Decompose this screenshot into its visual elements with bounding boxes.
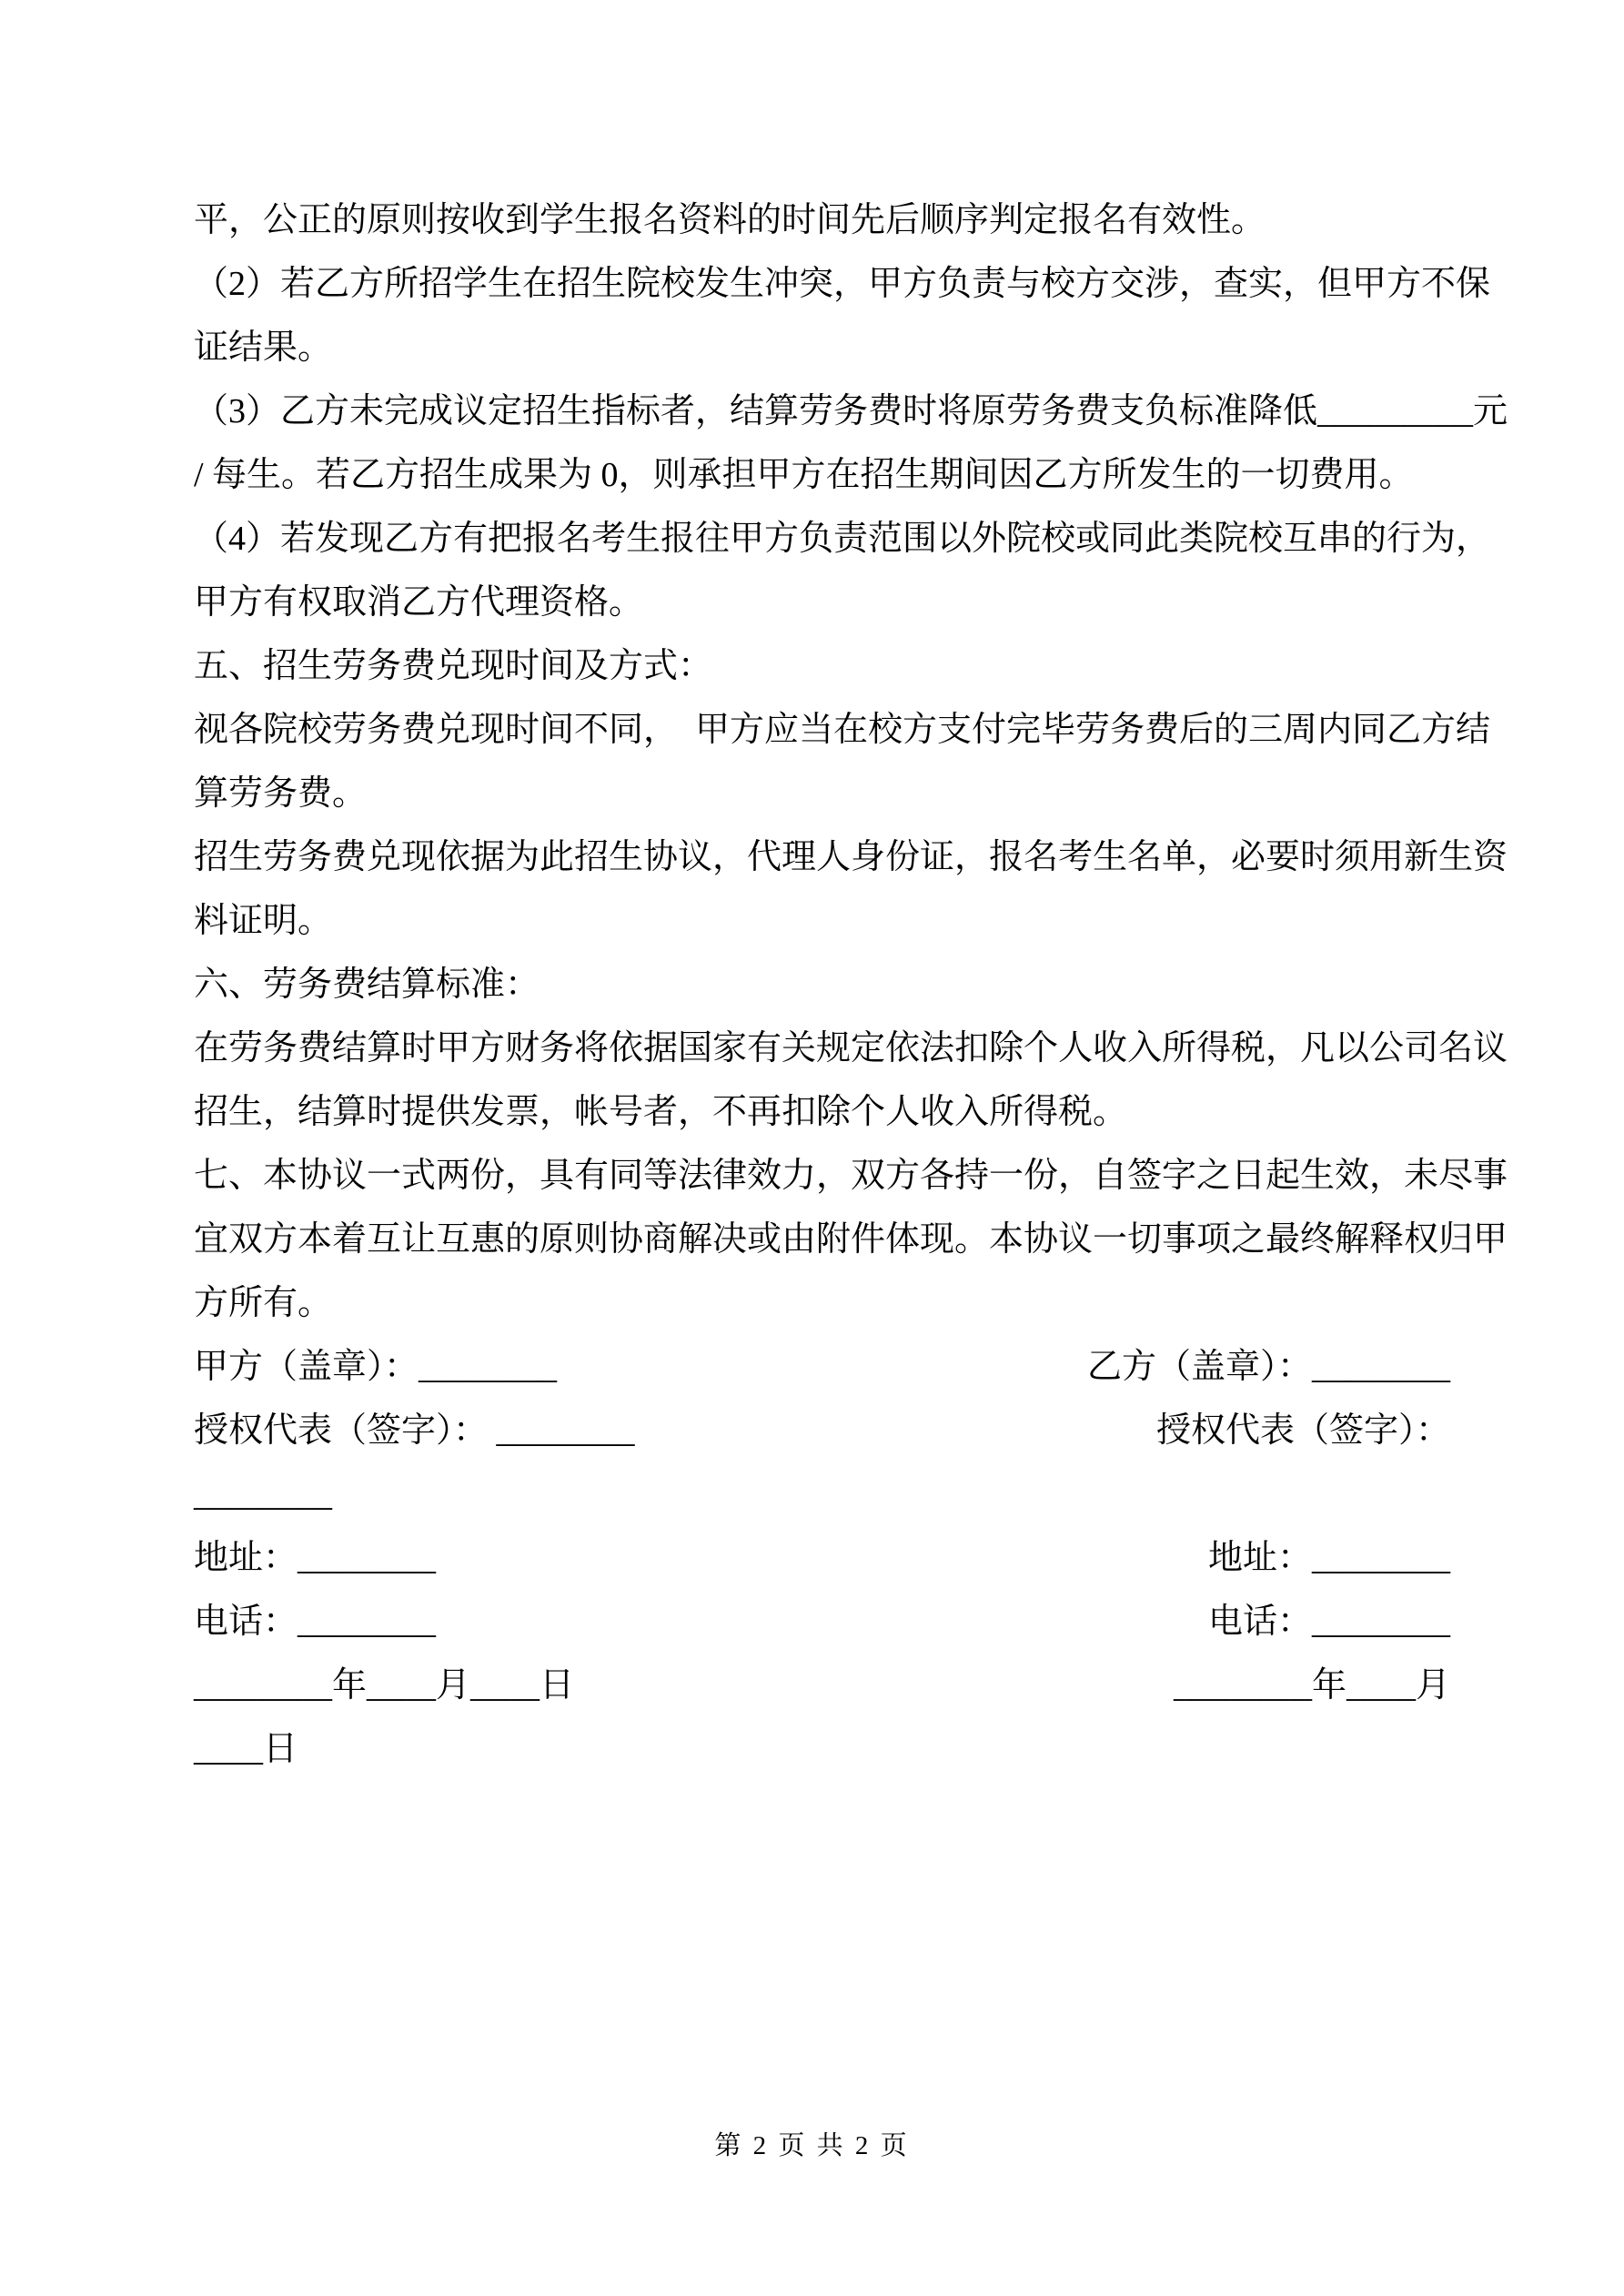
- two-column-row: [194, 1654, 1463, 1717]
- text-line: 证结果。: [194, 329, 333, 367]
- two-column-row: [194, 1335, 1463, 1399]
- left-column-text: 电话：________: [194, 1603, 437, 1641]
- left-column-text: 授权代表（签字）： ________: [194, 1411, 635, 1450]
- left-column-text: ________年____月____日: [194, 1666, 575, 1704]
- text-line: 料证明。: [194, 902, 333, 940]
- two-column-row: [194, 1526, 1463, 1590]
- text-line: 算劳务费。: [194, 774, 368, 813]
- text-line: 视各院校劳务费兑现时间不同， 甲方应当在校方支付完毕劳务费后的三周内同乙方结: [194, 711, 1491, 749]
- two-column-row: [194, 1590, 1463, 1654]
- text-line: 六、劳务费结算标准：: [194, 966, 540, 1004]
- right-column-text: ________年____月: [1173, 1666, 1450, 1704]
- text-line: 招生，结算时提供发票，帐号者，不再扣除个人收入所得税。: [194, 1093, 1128, 1131]
- text-line: ________: [194, 1475, 332, 1513]
- text-line: （2）若乙方所招学生在招生院校发生冲突，甲方负责与校方交涉，查实，但甲方不保: [194, 265, 1491, 303]
- text-line: 七、本协议一式两份，具有同等法律效力，双方各持一份，自签字之日起生效，未尽事: [194, 1157, 1508, 1195]
- text-line: （4）若发现乙方有把报名考生报往甲方负责范围以外院校或同此类院校互串的行为，: [194, 520, 1491, 558]
- left-column-text: 地址：________: [194, 1539, 437, 1577]
- text-line: 甲方有权取消乙方代理资格。: [194, 583, 644, 622]
- text-line: 方所有。: [194, 1284, 333, 1322]
- page-number-footer: 第 2 页 共 2 页: [714, 2131, 910, 2160]
- two-column-row: [194, 1399, 1463, 1462]
- text-line: 招生劳务费兑现依据为此招生协议，代理人身份证，报名考生名单，必要时须用新生资: [194, 838, 1508, 876]
- right-column-text: 乙方（盖章）：________: [1086, 1348, 1450, 1386]
- text-line: （3）乙方未完成议定招生指标者，结算劳务费时将原劳务费支负标准降低_________元: [194, 392, 1508, 430]
- document-body: [194, 188, 1508, 1781]
- right-column-text: 授权代表（签字）：: [1155, 1411, 1450, 1450]
- text-line: 宜双方本着互让互惠的原则协商解决或由附件体现。本协议一切事项之最终解释权归甲: [194, 1220, 1508, 1259]
- text-line: / 每生。若乙方招生成果为 0，则承担甲方在招生期间因乙方所发生的一切费用。: [194, 456, 1414, 494]
- text-line: 五、招生劳务费兑现时间及方式：: [194, 647, 713, 685]
- left-column-text: 甲方（盖章）：________: [194, 1348, 558, 1386]
- text-line: 平，公正的原则按收到学生报名资料的时间先后顺序判定报名有效性。: [194, 201, 1266, 239]
- text-line: 在劳务费结算时甲方财务将依据国家有关规定依法扣除个人收入所得税，凡以公司名议: [194, 1029, 1508, 1067]
- right-column-text: 电话：________: [1207, 1603, 1450, 1641]
- text-line: ____日: [194, 1730, 298, 1768]
- right-column-text: 地址：________: [1207, 1539, 1450, 1577]
